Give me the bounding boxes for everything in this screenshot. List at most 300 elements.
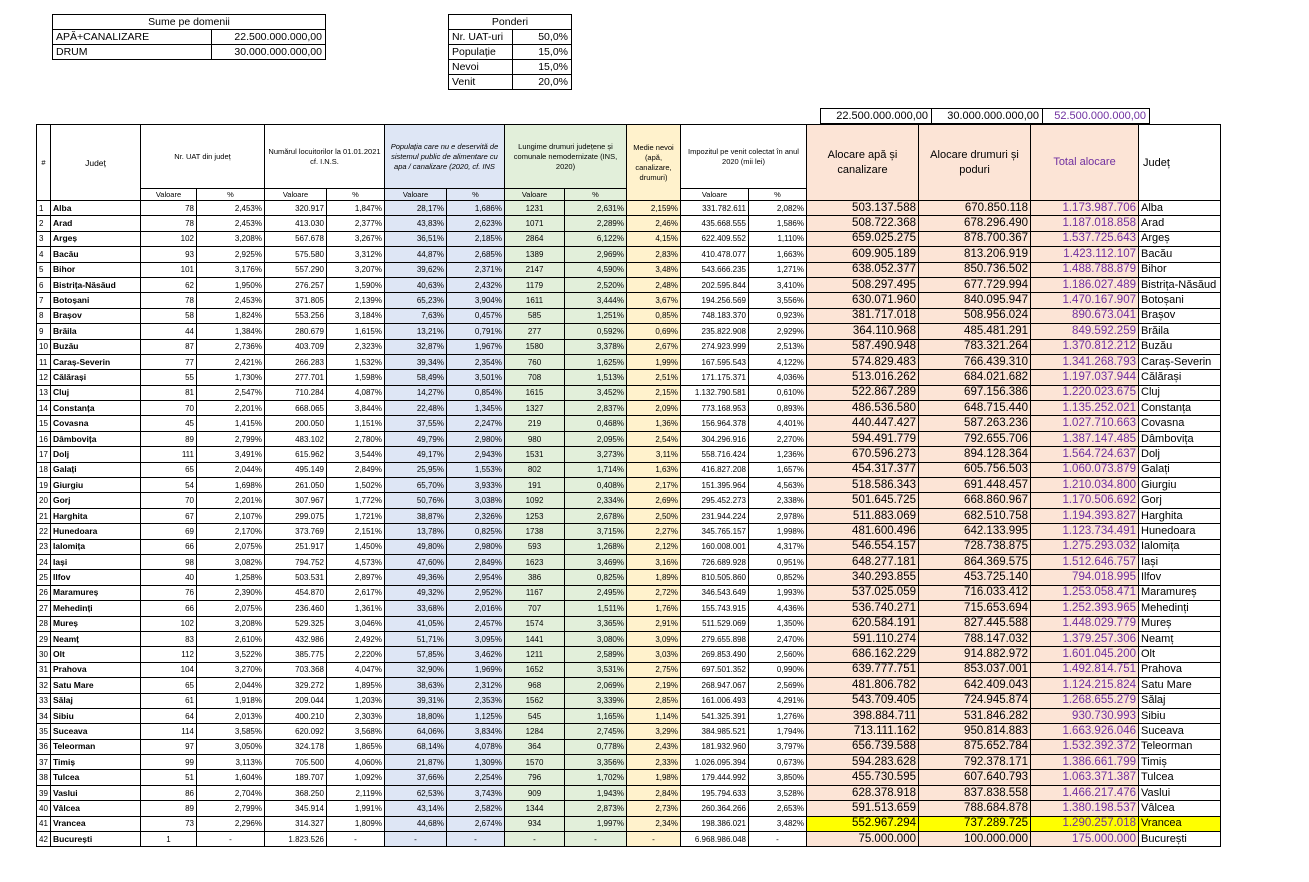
row-judet-right[interactable]: Tulcea	[1139, 770, 1221, 785]
row-alocare-apa[interactable]: 659.025.275	[807, 231, 919, 246]
row-medie-nevoi[interactable]: 1,89%	[627, 570, 681, 585]
row-deserv-valoare[interactable]: 49,32%	[385, 585, 447, 600]
row-uat-pct[interactable]: 1,415%	[197, 416, 265, 431]
row-pop-pct[interactable]: 4,047%	[327, 662, 385, 677]
row-pop-valoare[interactable]: 703.368	[265, 662, 327, 677]
row-drum-valoare[interactable]: 1231	[505, 201, 565, 216]
row-alocare-apa[interactable]: 511.883.069	[807, 508, 919, 523]
row-drum-pct[interactable]: 2,520%	[565, 277, 627, 292]
row-alocare-drum[interactable]: 950.814.883	[919, 724, 1031, 739]
row-impozit-valoare[interactable]: 235.822.908	[681, 324, 749, 339]
row-alocare-drum[interactable]: 875.652.784	[919, 739, 1031, 754]
row-impozit-pct[interactable]: 1,794%	[749, 724, 807, 739]
row-uat-valoare[interactable]: 111	[141, 447, 197, 462]
row-index[interactable]: 29	[37, 631, 51, 646]
row-deserv-valoare[interactable]: 51,71%	[385, 631, 447, 646]
row-judet[interactable]: Argeș	[51, 231, 141, 246]
row-impozit-valoare[interactable]: 161.006.493	[681, 693, 749, 708]
row-index[interactable]: 9	[37, 324, 51, 339]
row-total-alocare[interactable]: 930.730.993	[1031, 708, 1139, 723]
row-total-alocare[interactable]: 1.564.724.637	[1031, 447, 1139, 462]
row-alocare-drum[interactable]: 670.850.118	[919, 201, 1031, 216]
row-index[interactable]: 6	[37, 277, 51, 292]
row-pop-valoare[interactable]: 620.092	[265, 724, 327, 739]
row-judet-right[interactable]: Vaslui	[1139, 785, 1221, 800]
row-judet-right[interactable]: Mehedinți	[1139, 601, 1221, 616]
row-total-alocare[interactable]: 1.187.018.858	[1031, 216, 1139, 231]
row-judet-right[interactable]: Dâmbovița	[1139, 431, 1221, 446]
row-impozit-valoare[interactable]: 543.666.235	[681, 262, 749, 277]
row-judet[interactable]: Vaslui	[51, 785, 141, 800]
row-judet-right[interactable]: Ilfov	[1139, 570, 1221, 585]
row-judet[interactable]: Brăila	[51, 324, 141, 339]
row-drum-valoare[interactable]: 1284	[505, 724, 565, 739]
row-uat-pct[interactable]: 2,704%	[197, 785, 265, 800]
row-uat-pct[interactable]: 3,176%	[197, 262, 265, 277]
row-judet-right[interactable]: Mureș	[1139, 616, 1221, 631]
row-pop-valoare[interactable]: 320.917	[265, 201, 327, 216]
row-deserv-pct[interactable]: 1,969%	[447, 662, 505, 677]
row-deserv-pct[interactable]: 2,354%	[447, 354, 505, 369]
row-judet-right[interactable]: Prahova	[1139, 662, 1221, 677]
row-uat-pct[interactable]: 3,113%	[197, 755, 265, 770]
row-impozit-pct[interactable]: 2,082%	[749, 201, 807, 216]
row-uat-pct[interactable]: 3,050%	[197, 739, 265, 754]
ponderi-label-venit[interactable]: Venit	[449, 75, 513, 90]
row-drum-valoare[interactable]: 1327	[505, 401, 565, 416]
row-drum-valoare[interactable]: 1531	[505, 447, 565, 462]
row-uat-pct[interactable]: 3,082%	[197, 554, 265, 569]
row-medie-nevoi[interactable]: 2,12%	[627, 539, 681, 554]
row-alocare-drum[interactable]: 485.481.291	[919, 324, 1031, 339]
row-impozit-pct[interactable]: -	[749, 832, 807, 847]
row-uat-valoare[interactable]: 54	[141, 478, 197, 493]
row-alocare-apa[interactable]: 513.016.262	[807, 370, 919, 385]
row-total-alocare[interactable]: 1.252.393.965	[1031, 601, 1139, 616]
row-medie-nevoi[interactable]: 0,69%	[627, 324, 681, 339]
row-total-alocare[interactable]: 1.186.027.489	[1031, 277, 1139, 292]
row-impozit-pct[interactable]: 1,276%	[749, 708, 807, 723]
row-alocare-apa[interactable]: 587.490.948	[807, 339, 919, 354]
row-uat-pct[interactable]: 3,208%	[197, 231, 265, 246]
row-pop-valoare[interactable]: 454.870	[265, 585, 327, 600]
row-uat-pct[interactable]: 3,491%	[197, 447, 265, 462]
row-judet[interactable]: Neamț	[51, 631, 141, 646]
row-alocare-drum[interactable]: 827.445.588	[919, 616, 1031, 631]
row-deserv-pct[interactable]: 0,825%	[447, 524, 505, 539]
row-total-alocare[interactable]: 1.220.023.675	[1031, 385, 1139, 400]
row-judet-right[interactable]: Satu Mare	[1139, 678, 1221, 693]
row-impozit-valoare[interactable]: 295.452.273	[681, 493, 749, 508]
row-impozit-valoare[interactable]: 268.947.067	[681, 678, 749, 693]
row-deserv-pct[interactable]: 2,943%	[447, 447, 505, 462]
row-impozit-pct[interactable]: 2,653%	[749, 801, 807, 816]
row-impozit-valoare[interactable]: 194.256.569	[681, 293, 749, 308]
row-impozit-pct[interactable]: 3,410%	[749, 277, 807, 292]
row-impozit-valoare[interactable]: 269.853.490	[681, 647, 749, 662]
row-judet[interactable]: Alba	[51, 201, 141, 216]
row-judet-right[interactable]: Ialomița	[1139, 539, 1221, 554]
row-alocare-drum[interactable]: 788.147.032	[919, 631, 1031, 646]
row-judet-right[interactable]: Olt	[1139, 647, 1221, 662]
row-impozit-pct[interactable]: 1,236%	[749, 447, 807, 462]
row-drum-valoare[interactable]: 802	[505, 462, 565, 477]
row-drum-valoare[interactable]: 796	[505, 770, 565, 785]
row-uat-valoare[interactable]: 78	[141, 293, 197, 308]
row-total-alocare[interactable]: 1.275.293.032	[1031, 539, 1139, 554]
row-uat-pct[interactable]: 3,270%	[197, 662, 265, 677]
row-pop-pct[interactable]: 2,303%	[327, 708, 385, 723]
row-pop-valoare[interactable]: 236.460	[265, 601, 327, 616]
row-drum-valoare[interactable]: 585	[505, 308, 565, 323]
row-pop-valoare[interactable]: 413.030	[265, 216, 327, 231]
row-impozit-pct[interactable]: 1,998%	[749, 524, 807, 539]
row-index[interactable]: 11	[37, 354, 51, 369]
ponderi-value-nevoi[interactable]: 15,0%	[512, 60, 571, 75]
row-pop-pct[interactable]: 1,450%	[327, 539, 385, 554]
row-uat-pct[interactable]: 2,390%	[197, 585, 265, 600]
row-total-alocare[interactable]: 1.532.392.372	[1031, 739, 1139, 754]
row-uat-valoare[interactable]: 44	[141, 324, 197, 339]
row-alocare-drum[interactable]: 697.156.386	[919, 385, 1031, 400]
row-alocare-drum[interactable]: 724.945.874	[919, 693, 1031, 708]
row-drum-pct[interactable]: 3,531%	[565, 662, 627, 677]
row-drum-pct[interactable]: 1,714%	[565, 462, 627, 477]
row-judet-right[interactable]: Constanța	[1139, 401, 1221, 416]
row-drum-valoare[interactable]: 980	[505, 431, 565, 446]
row-alocare-apa[interactable]: 455.730.595	[807, 770, 919, 785]
row-medie-nevoi[interactable]: 2,51%	[627, 370, 681, 385]
row-deserv-pct[interactable]: 1,686%	[447, 201, 505, 216]
row-medie-nevoi[interactable]: 1,14%	[627, 708, 681, 723]
row-deserv-pct[interactable]: 1,309%	[447, 755, 505, 770]
row-alocare-drum[interactable]: 605.756.503	[919, 462, 1031, 477]
row-pop-valoare[interactable]: 189.707	[265, 770, 327, 785]
row-uat-pct[interactable]: 2,421%	[197, 354, 265, 369]
row-medie-nevoi[interactable]: 2,27%	[627, 524, 681, 539]
row-drum-valoare[interactable]: 1211	[505, 647, 565, 662]
row-alocare-apa[interactable]: 656.739.588	[807, 739, 919, 754]
row-pop-pct[interactable]: 4,573%	[327, 554, 385, 569]
row-pop-valoare[interactable]: 557.290	[265, 262, 327, 277]
row-impozit-valoare[interactable]: 202.595.844	[681, 277, 749, 292]
row-drum-valoare[interactable]: 1253	[505, 508, 565, 523]
row-impozit-pct[interactable]: 4,317%	[749, 539, 807, 554]
row-judet-right[interactable]: Brașov	[1139, 308, 1221, 323]
row-uat-valoare[interactable]: 76	[141, 585, 197, 600]
row-deserv-pct[interactable]: 2,016%	[447, 601, 505, 616]
row-pop-pct[interactable]: 1,092%	[327, 770, 385, 785]
row-pop-pct[interactable]: 3,844%	[327, 401, 385, 416]
row-total-alocare[interactable]: 1.663.926.046	[1031, 724, 1139, 739]
row-index[interactable]: 3	[37, 231, 51, 246]
row-drum-valoare[interactable]: 1441	[505, 631, 565, 646]
row-uat-valoare[interactable]: 61	[141, 693, 197, 708]
row-index[interactable]: 2	[37, 216, 51, 231]
row-impozit-pct[interactable]: 0,673%	[749, 755, 807, 770]
row-deserv-valoare[interactable]: 47,60%	[385, 554, 447, 569]
row-medie-nevoi[interactable]: 2,67%	[627, 339, 681, 354]
row-index[interactable]: 7	[37, 293, 51, 308]
row-index[interactable]: 40	[37, 801, 51, 816]
row-judet-right[interactable]: Sibiu	[1139, 708, 1221, 723]
row-judet[interactable]: Gorj	[51, 493, 141, 508]
row-deserv-valoare[interactable]: -	[385, 832, 447, 847]
row-judet[interactable]: Timiș	[51, 755, 141, 770]
row-judet-right[interactable]: Sălaj	[1139, 693, 1221, 708]
row-drum-valoare[interactable]: 1580	[505, 339, 565, 354]
row-judet[interactable]: Tulcea	[51, 770, 141, 785]
row-total-alocare[interactable]: 1.423.112.107	[1031, 247, 1139, 262]
row-deserv-valoare[interactable]: 38,63%	[385, 678, 447, 693]
row-pop-valoare[interactable]: 553.256	[265, 308, 327, 323]
row-drum-pct[interactable]: 2,334%	[565, 493, 627, 508]
row-judet-right[interactable]: Bihor	[1139, 262, 1221, 277]
row-judet[interactable]: Ialomița	[51, 539, 141, 554]
row-judet[interactable]: Vrancea	[51, 816, 141, 831]
row-uat-pct[interactable]: 2,453%	[197, 216, 265, 231]
row-impozit-pct[interactable]: 0,951%	[749, 554, 807, 569]
row-pop-valoare[interactable]: 403.709	[265, 339, 327, 354]
row-drum-valoare[interactable]: -	[505, 832, 565, 847]
row-impozit-valoare[interactable]: 279.655.898	[681, 631, 749, 646]
row-uat-valoare[interactable]: 99	[141, 755, 197, 770]
row-drum-pct[interactable]: 3,444%	[565, 293, 627, 308]
row-medie-nevoi[interactable]: 1,63%	[627, 462, 681, 477]
row-judet-right[interactable]: Timiș	[1139, 755, 1221, 770]
row-judet[interactable]: Teleorman	[51, 739, 141, 754]
row-uat-pct[interactable]: 2,201%	[197, 493, 265, 508]
row-uat-pct[interactable]: 2,075%	[197, 601, 265, 616]
row-deserv-valoare[interactable]: 32,90%	[385, 662, 447, 677]
row-impozit-pct[interactable]: 1,993%	[749, 585, 807, 600]
row-medie-nevoi[interactable]: 2,84%	[627, 785, 681, 800]
row-drum-pct[interactable]: 2,289%	[565, 216, 627, 231]
row-impozit-pct[interactable]: 2,978%	[749, 508, 807, 523]
row-pop-valoare[interactable]: 276.257	[265, 277, 327, 292]
row-impozit-valoare[interactable]: 181.932.960	[681, 739, 749, 754]
row-judet[interactable]: Olt	[51, 647, 141, 662]
row-uat-pct[interactable]: 1,258%	[197, 570, 265, 585]
row-judet[interactable]: Sibiu	[51, 708, 141, 723]
row-drum-valoare[interactable]: 386	[505, 570, 565, 585]
row-deserv-pct[interactable]: 4,078%	[447, 739, 505, 754]
row-alocare-apa[interactable]: 508.722.368	[807, 216, 919, 231]
row-uat-pct[interactable]: 2,547%	[197, 385, 265, 400]
row-judet[interactable]: Mureș	[51, 616, 141, 631]
row-impozit-valoare[interactable]: 1.026.095.394	[681, 755, 749, 770]
row-total-alocare[interactable]: 1.380.198.537	[1031, 801, 1139, 816]
row-deserv-valoare[interactable]: 36,51%	[385, 231, 447, 246]
row-judet-right[interactable]: Brăila	[1139, 324, 1221, 339]
row-drum-pct[interactable]: 3,339%	[565, 693, 627, 708]
row-deserv-valoare[interactable]: 58,49%	[385, 370, 447, 385]
row-alocare-apa[interactable]: 481.600.496	[807, 524, 919, 539]
row-alocare-drum[interactable]: 531.846.282	[919, 708, 1031, 723]
row-uat-valoare[interactable]: 1	[141, 832, 197, 847]
row-pop-pct[interactable]: 3,568%	[327, 724, 385, 739]
row-uat-pct[interactable]: 3,522%	[197, 647, 265, 662]
row-pop-pct[interactable]: 2,377%	[327, 216, 385, 231]
row-pop-pct[interactable]: 1,809%	[327, 816, 385, 831]
row-deserv-valoare[interactable]: 65,70%	[385, 478, 447, 493]
row-drum-valoare[interactable]: 1574	[505, 616, 565, 631]
row-medie-nevoi[interactable]: 3,48%	[627, 262, 681, 277]
row-alocare-apa[interactable]: 713.111.162	[807, 724, 919, 739]
row-impozit-valoare[interactable]: 198.386.021	[681, 816, 749, 831]
row-impozit-valoare[interactable]: 697.501.352	[681, 662, 749, 677]
row-total-alocare[interactable]: 1.173.987.706	[1031, 201, 1139, 216]
row-deserv-valoare[interactable]: 39,34%	[385, 354, 447, 369]
row-impozit-pct[interactable]: 1,586%	[749, 216, 807, 231]
row-index[interactable]: 20	[37, 493, 51, 508]
row-impozit-pct[interactable]: 4,122%	[749, 354, 807, 369]
row-uat-pct[interactable]: -	[197, 832, 265, 847]
row-medie-nevoi[interactable]: 1,36%	[627, 416, 681, 431]
row-uat-valoare[interactable]: 70	[141, 493, 197, 508]
row-pop-valoare[interactable]: 385.775	[265, 647, 327, 662]
row-impozit-valoare[interactable]: 726.689.928	[681, 554, 749, 569]
row-alocare-drum[interactable]: 792.378.171	[919, 755, 1031, 770]
row-deserv-pct[interactable]: 2,952%	[447, 585, 505, 600]
row-drum-pct[interactable]: 0,778%	[565, 739, 627, 754]
row-drum-pct[interactable]: 1,251%	[565, 308, 627, 323]
row-uat-valoare[interactable]: 78	[141, 201, 197, 216]
row-alocare-apa[interactable]: 440.447.427	[807, 416, 919, 431]
row-pop-pct[interactable]: 1,991%	[327, 801, 385, 816]
row-pop-pct[interactable]: 2,897%	[327, 570, 385, 585]
row-drum-pct[interactable]: -	[565, 832, 627, 847]
row-impozit-pct[interactable]: 0,893%	[749, 401, 807, 416]
row-uat-valoare[interactable]: 87	[141, 339, 197, 354]
row-deserv-valoare[interactable]: 39,31%	[385, 693, 447, 708]
row-alocare-drum[interactable]: 853.037.001	[919, 662, 1031, 677]
row-pop-pct[interactable]: 3,046%	[327, 616, 385, 631]
row-pop-pct[interactable]: 1,502%	[327, 478, 385, 493]
row-judet[interactable]: Bistrița-Năsăud	[51, 277, 141, 292]
row-uat-pct[interactable]: 1,824%	[197, 308, 265, 323]
row-drum-valoare[interactable]: 760	[505, 354, 565, 369]
row-judet[interactable]: Suceava	[51, 724, 141, 739]
row-alocare-drum[interactable]: 914.882.972	[919, 647, 1031, 662]
row-alocare-drum[interactable]: 607.640.793	[919, 770, 1031, 785]
row-pop-valoare[interactable]: 794.752	[265, 554, 327, 569]
row-pop-valoare[interactable]: 503.531	[265, 570, 327, 585]
row-impozit-valoare[interactable]: 435.668.555	[681, 216, 749, 231]
row-pop-pct[interactable]: 3,544%	[327, 447, 385, 462]
row-medie-nevoi[interactable]: 2,83%	[627, 247, 681, 262]
row-pop-pct[interactable]: 1,772%	[327, 493, 385, 508]
row-pop-valoare[interactable]: 567.678	[265, 231, 327, 246]
row-pop-pct[interactable]: 1,615%	[327, 324, 385, 339]
row-impozit-pct[interactable]: 1,663%	[749, 247, 807, 262]
row-drum-valoare[interactable]: 277	[505, 324, 565, 339]
row-medie-nevoi[interactable]: 2,15%	[627, 385, 681, 400]
row-pop-pct[interactable]: 2,151%	[327, 524, 385, 539]
row-deserv-pct[interactable]: 2,623%	[447, 216, 505, 231]
row-judet-right[interactable]: Dolj	[1139, 447, 1221, 462]
row-uat-valoare[interactable]: 65	[141, 678, 197, 693]
row-drum-pct[interactable]: 3,356%	[565, 755, 627, 770]
ponderi-value-uat[interactable]: 50,0%	[512, 30, 571, 45]
row-deserv-pct[interactable]: 1,345%	[447, 401, 505, 416]
row-drum-pct[interactable]: 1,165%	[565, 708, 627, 723]
row-index[interactable]: 13	[37, 385, 51, 400]
row-index[interactable]: 21	[37, 508, 51, 523]
row-alocare-apa[interactable]: 638.052.377	[807, 262, 919, 277]
row-index[interactable]: 33	[37, 693, 51, 708]
row-alocare-apa[interactable]: 537.025.059	[807, 585, 919, 600]
row-uat-pct[interactable]: 1,918%	[197, 693, 265, 708]
row-deserv-valoare[interactable]: 57,85%	[385, 647, 447, 662]
row-index[interactable]: 19	[37, 478, 51, 493]
row-impozit-valoare[interactable]: 558.716.424	[681, 447, 749, 462]
row-drum-valoare[interactable]: 2864	[505, 231, 565, 246]
row-drum-pct[interactable]: 2,873%	[565, 801, 627, 816]
row-judet[interactable]: Iași	[51, 554, 141, 569]
row-alocare-apa[interactable]: 543.709.405	[807, 693, 919, 708]
row-total-alocare[interactable]: 1.492.814.751	[1031, 662, 1139, 677]
row-drum-valoare[interactable]: 707	[505, 601, 565, 616]
row-deserv-pct[interactable]: 1,125%	[447, 708, 505, 723]
row-drum-valoare[interactable]: 968	[505, 678, 565, 693]
row-pop-pct[interactable]: 3,207%	[327, 262, 385, 277]
row-deserv-valoare[interactable]: 49,36%	[385, 570, 447, 585]
row-deserv-pct[interactable]: -	[447, 832, 505, 847]
row-uat-valoare[interactable]: 89	[141, 431, 197, 446]
row-impozit-pct[interactable]: 1,110%	[749, 231, 807, 246]
row-alocare-apa[interactable]: 518.586.343	[807, 478, 919, 493]
row-total-alocare[interactable]: 1.601.045.200	[1031, 647, 1139, 662]
row-judet-right[interactable]: Covasna	[1139, 416, 1221, 431]
row-uat-pct[interactable]: 1,950%	[197, 277, 265, 292]
row-drum-pct[interactable]: 3,080%	[565, 631, 627, 646]
row-judet[interactable]: Călărași	[51, 370, 141, 385]
row-pop-valoare[interactable]: 368.250	[265, 785, 327, 800]
row-pop-pct[interactable]: 2,780%	[327, 431, 385, 446]
row-uat-pct[interactable]: 2,799%	[197, 801, 265, 816]
row-index[interactable]: 17	[37, 447, 51, 462]
row-alocare-apa[interactable]: 591.110.274	[807, 631, 919, 646]
row-pop-valoare[interactable]: 266.283	[265, 354, 327, 369]
row-judet-right[interactable]: Hunedoara	[1139, 524, 1221, 539]
row-uat-valoare[interactable]: 70	[141, 401, 197, 416]
row-impozit-pct[interactable]: 3,482%	[749, 816, 807, 831]
row-pop-valoare[interactable]: 615.962	[265, 447, 327, 462]
row-judet[interactable]: Bacău	[51, 247, 141, 262]
top-sum-drum[interactable]: 30.000.000.000,00	[932, 109, 1043, 124]
row-uat-valoare[interactable]: 77	[141, 354, 197, 369]
row-alocare-drum[interactable]: 850.736.502	[919, 262, 1031, 277]
row-pop-valoare[interactable]: 529.325	[265, 616, 327, 631]
row-alocare-drum[interactable]: 642.133.995	[919, 524, 1031, 539]
row-pop-pct[interactable]: 1,151%	[327, 416, 385, 431]
row-uat-valoare[interactable]: 93	[141, 247, 197, 262]
row-impozit-valoare[interactable]: 384.985.521	[681, 724, 749, 739]
row-deserv-valoare[interactable]: 43,83%	[385, 216, 447, 231]
row-total-alocare[interactable]: 1.290.257.018	[1031, 816, 1139, 831]
row-judet-right[interactable]: Argeș	[1139, 231, 1221, 246]
row-alocare-apa[interactable]: 670.596.273	[807, 447, 919, 462]
row-index[interactable]: 14	[37, 401, 51, 416]
row-pop-valoare[interactable]: 345.914	[265, 801, 327, 816]
row-total-alocare[interactable]: 1.060.073.879	[1031, 462, 1139, 477]
row-deserv-pct[interactable]: 2,980%	[447, 539, 505, 554]
row-drum-valoare[interactable]: 1623	[505, 554, 565, 569]
row-medie-nevoi[interactable]: 3,11%	[627, 447, 681, 462]
row-alocare-drum[interactable]: 788.684.878	[919, 801, 1031, 816]
row-pop-pct[interactable]: 1,590%	[327, 277, 385, 292]
